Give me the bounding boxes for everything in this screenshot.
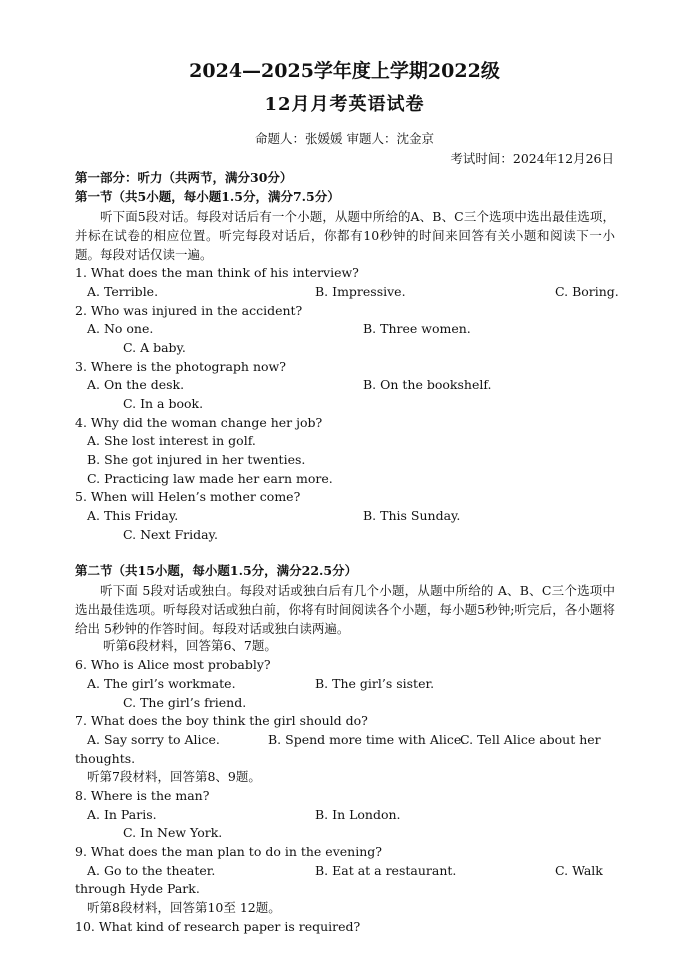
question-9-option-c-continued: through Hyde Park.	[75, 881, 200, 896]
question-3-option-a: A. On the desk.	[87, 377, 185, 392]
exam-time: 考试时间：2024年12月26日	[450, 151, 614, 166]
exam-title-line1: 2024—2025学年度上学期2022级	[189, 60, 500, 82]
question-3-option-b: B. On the bookshelf.	[363, 377, 492, 392]
question-8-option-c: C. In New York.	[123, 825, 223, 840]
question-5-stem: 5. When will Helen’s mother come?	[75, 489, 301, 504]
material-8-note: 听第8段材料，回答第10至 12题。	[87, 900, 281, 915]
question-5-option-c: C. Next Friday.	[123, 527, 218, 542]
exam-authors: 命题人：张媛媛 审题人：沈金京	[255, 131, 434, 146]
question-8-option-b: B. In London.	[315, 807, 401, 822]
question-7-option-c-continued: thoughts.	[75, 751, 136, 766]
question-7-stem: 7. What does the boy think the girl should do?	[75, 713, 368, 728]
question-4-stem: 4. Why did the woman change her job?	[75, 415, 323, 430]
question-1-stem: 1. What does the man think of his interview?	[75, 265, 359, 280]
question-6-option-a: A. The girl’s workmate.	[87, 676, 236, 691]
section2-heading: 第二节（共15小题，每小题1.5分，满分22.5分）	[75, 563, 358, 578]
section1-instructions: 听下面5段对话。每段对话后有一个小题，从题中所给的A、B、C三个选项中选出最佳选项，并标在试卷的相应位置。听完每段对话后，你都有10秒钟的时间来回答有关小题和阅读下一小题。每段对话仅读一遍。	[75, 209, 615, 262]
question-1-option-c: C. Boring.	[555, 284, 619, 299]
question-4-option-c: C. Practicing law made her earn more.	[87, 471, 333, 486]
question-4-option-b: B. She got injured in her twenties.	[87, 452, 306, 467]
question-7-option-a: A. Say sorry to Alice.	[87, 732, 220, 747]
part1-heading: 第一部分：听力（共两节，满分30分）	[75, 170, 293, 185]
exam-title-line2: 12月月考英语试卷	[264, 94, 425, 115]
section2-instructions: 听下面 5段对话或独白。每段对话或独白后有几个小题，从题中所给的 A、B、C三个选项中选出最佳选项。听每段对话或独白前，你将有时间阅读各个小题，每小题5秒钟;听完后，各小题将给出 5秒钟的作答时间。每段对话或独白读两遍。	[75, 583, 615, 636]
question-8-option-a: A. In Paris.	[87, 807, 157, 822]
question-9-option-c: C. Walk	[555, 863, 603, 878]
question-7-option-b: B. Spend more time with Alice.	[268, 732, 466, 747]
question-3-option-c: C. In a book.	[123, 396, 204, 411]
question-4-option-a: A. She lost interest in golf.	[87, 433, 256, 448]
question-6-option-b: B. The girl’s sister.	[315, 676, 435, 691]
question-7-option-c: C. Tell Alice about her	[460, 732, 601, 747]
question-2-option-b: B. Three women.	[363, 321, 471, 336]
question-5-option-b: B. This Sunday.	[363, 508, 461, 523]
section1-heading: 第一节（共5小题，每小题1.5分，满分7.5分）	[75, 189, 340, 204]
question-10-stem: 10. What kind of research paper is required?	[75, 919, 361, 934]
question-2-stem: 2. Who was injured in the accident?	[75, 303, 303, 318]
question-6-stem: 6. Who is Alice most probably?	[75, 657, 271, 672]
question-3-stem: 3. Where is the photograph now?	[75, 359, 286, 374]
question-9-stem: 9. What does the man plan to do in the evening?	[75, 844, 382, 859]
material-6-note: 听第6段材料，回答第6、7题。	[103, 638, 277, 653]
question-2-option-a: A. No one.	[87, 321, 154, 336]
question-9-option-a: A. Go to the theater.	[87, 863, 216, 878]
question-8-stem: 8. Where is the man?	[75, 788, 210, 803]
question-9-option-b: B. Eat at a restaurant.	[315, 863, 457, 878]
question-2-option-c: C. A baby.	[123, 340, 186, 355]
question-1-option-a: A. Terrible.	[87, 284, 159, 299]
question-5-option-a: A. This Friday.	[87, 508, 179, 523]
question-1-option-b: B. Impressive.	[315, 284, 406, 299]
material-7-note: 听第7段材料，回答第8、9题。	[87, 769, 261, 784]
question-6-option-c: C. The girl’s friend.	[123, 695, 247, 710]
